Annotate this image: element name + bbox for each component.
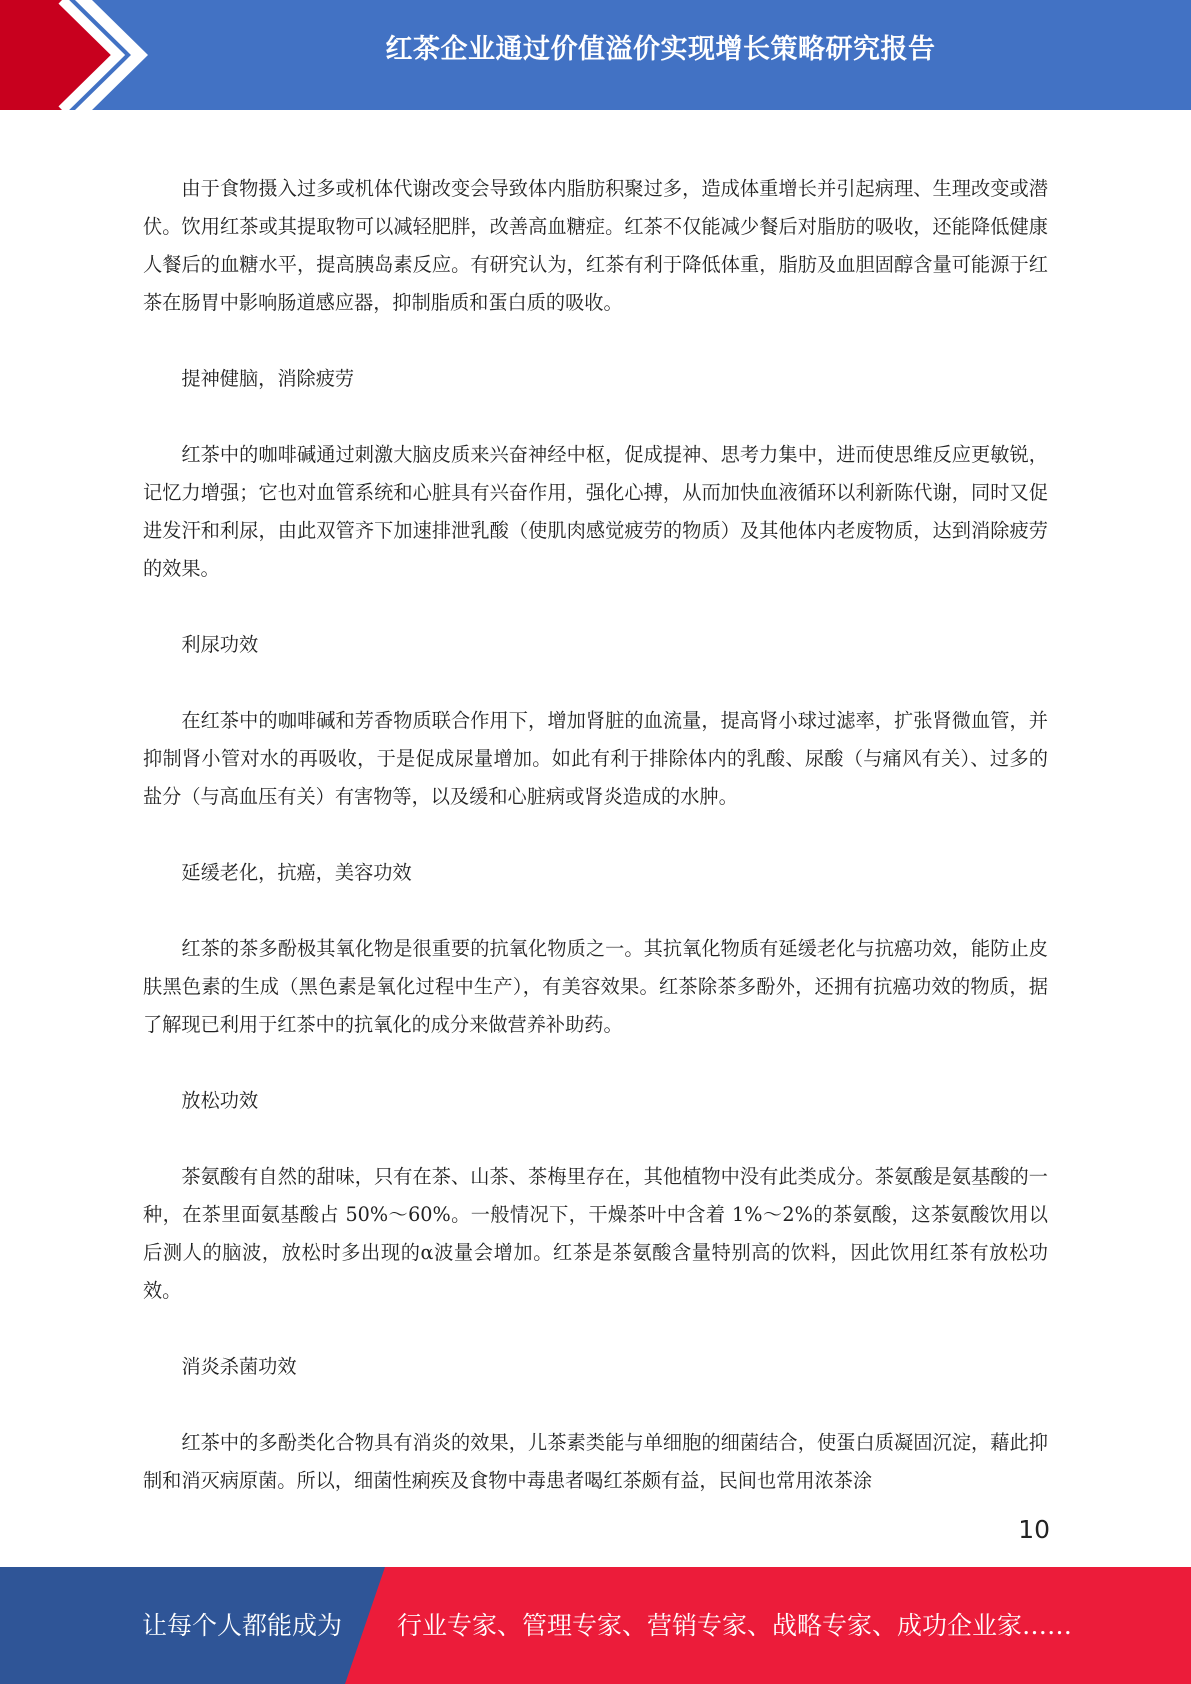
footer-slogan-left: 让每个人都能成为 [142, 1611, 343, 1640]
section-heading: 提神健脑，消除疲劳 [181, 367, 355, 390]
section-heading: 利尿功效 [181, 633, 259, 656]
page-footer [0, 1567, 1191, 1684]
body-paragraph: 红茶中的咖啡碱通过刺激大脑皮质来兴奋神经中枢，促成提神、思考力集中，进而使思维反应更敏锐，记忆力增强；它也对血管系统和心脏具有兴奋作用，强化心搏，从而加快血液循环以利新陈代谢，同时又促进发汗和利尿，由此双管齐下加速排泄乳酸（使肌肉感觉疲劳的物质）及其他体内老废物质，达到消除疲劳的效果。 [143, 443, 1048, 580]
body-paragraph: 红茶中的多酚类化合物具有消炎的效果，儿茶素类能与单细胞的细菌结合，使蛋白质凝固沉淀，藉此抑制和消灭病原菌。所以，细菌性痢疾及食物中毒患者喝红茶颇有益，民间也常用浓茶涂 [143, 1431, 1048, 1492]
body-paragraph: 茶氨酸有自然的甜味，只有在茶、山茶、茶梅里存在，其他植物中没有此类成分。茶氨酸是氨基酸的一种，在茶里面氨基酸占 50%～60%。一般情况下，干燥茶叶中含着 1%～2%的茶氨酸，这茶氨酸饮用以后测人的脑波，放松时多出现的α波量会增加。红茶是茶氨酸含量特别高的饮料，因此饮用红茶有放松功效。 [143, 1165, 1048, 1302]
body-paragraph: 红茶的茶多酚极其氧化物是很重要的抗氧化物质之一。其抗氧化物质有延缓老化与抗癌功效，能防止皮肤黑色素的生成（黑色素是氧化过程中生产），有美容效果。红茶除茶多酚外，还拥有抗癌功效的物质，据了解现已利用于红茶中的抗氧化的成分来做营养补助药。 [143, 937, 1048, 1036]
header-chevron-icon [0, 0, 160, 110]
page-header [0, 0, 1191, 110]
footer-slogan-right: 行业专家、管理专家、营销专家、战略专家、成功企业家…… [397, 1611, 1073, 1640]
section-heading: 延缓老化，抗癌，美容功效 [181, 861, 412, 884]
section-heading: 消炎杀菌功效 [181, 1355, 297, 1378]
document-body [143, 170, 1048, 1538]
body-paragraph: 由于食物摄入过多或机体代谢改变会导致体内脂肪积聚过多，造成体重增长并引起病理、生理改变或潜伏。饮用红茶或其提取物可以减轻肥胖，改善高血糖症。红茶不仅能减少餐后对脂肪的吸收，还能降低健康人餐后的血糖水平，提高胰岛素反应。有研究认为，红茶有利于降低体重，脂肪及血胆固醇含量可能源于红茶在肠胃中影响肠道感应器，抑制脂质和蛋白质的吸收。 [143, 177, 1048, 314]
body-paragraph: 在红茶中的咖啡碱和芳香物质联合作用下，增加肾脏的血流量，提高肾小球过滤率，扩张肾微血管，并抑制肾小管对水的再吸收，于是促成尿量增加。如此有利于排除体内的乳酸、尿酸（与痛风有关）、过多的盐分（与高血压有关）有害物等，以及缓和心脏病或肾炎造成的水肿。 [143, 709, 1048, 808]
page-number: 10 [1018, 1515, 1050, 1544]
report-title: 红茶企业通过价值溢价实现增长策略研究报告 [385, 34, 936, 65]
section-heading: 放松功效 [181, 1089, 259, 1112]
